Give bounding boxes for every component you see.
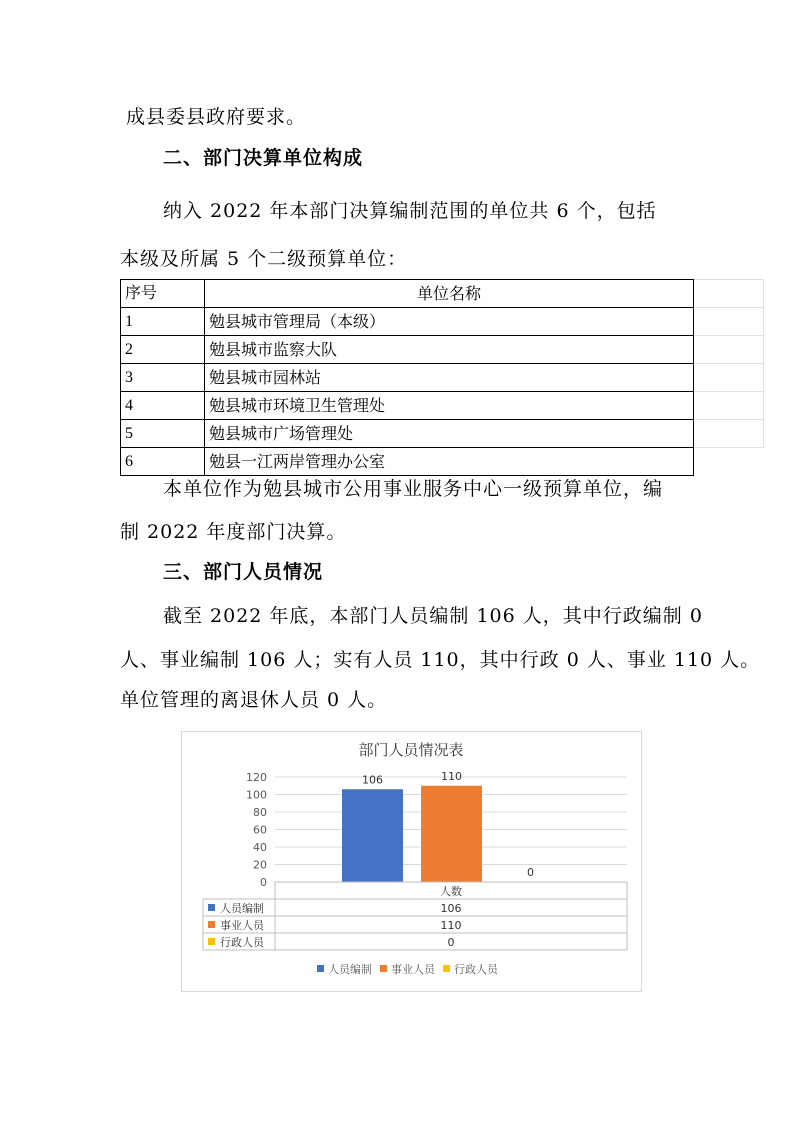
y-tick-label: 0 <box>260 876 267 889</box>
table-cell: 2 <box>121 336 205 364</box>
paragraph-line: 本单位作为勉县城市公用事业服务中心一级预算单位，编 <box>163 478 664 500</box>
series-label: 事业人员 <box>220 919 264 932</box>
paragraph-line: 本级及所属 5 个二级预算单位： <box>120 248 408 270</box>
y-tick-label: 60 <box>253 823 267 837</box>
units-table <box>120 279 694 476</box>
bar-2 <box>421 786 482 882</box>
data-label: 106 <box>362 773 383 787</box>
data-label: 110 <box>441 769 462 783</box>
paragraph-line: 制 2022 年度部门决算。 <box>120 521 347 543</box>
category-label: 人数 <box>440 885 462 898</box>
paragraph-line: 成县委县政府要求。 <box>126 106 307 128</box>
staff-chart <box>181 731 642 992</box>
series-label: 人员编制 <box>220 902 264 915</box>
table-row <box>121 448 694 476</box>
legend-label: 人员编制 <box>328 963 372 976</box>
table-row <box>121 420 694 448</box>
section-heading-3: 三、部门人员情况 <box>163 561 324 583</box>
chart-title: 部门人员情况表 <box>358 741 464 759</box>
paragraph-line: 人、事业编制 106 人；实有人员 110，其中行政 0 人、事业 110 人。 <box>120 649 761 671</box>
paragraph-line: 单位管理的离退休人员 0 人。 <box>120 689 388 711</box>
table-cell: 勉县城市广场管理处 <box>205 420 694 448</box>
bar-1 <box>342 789 403 882</box>
table-cell: 勉县城市园林站 <box>205 364 694 392</box>
table-row <box>121 336 694 364</box>
table-cell: 6 <box>121 448 205 476</box>
table-cell: 5 <box>121 420 205 448</box>
legend-label: 行政人员 <box>454 963 498 976</box>
table-value: 110 <box>440 919 462 932</box>
table-row <box>121 308 694 336</box>
legend-key <box>208 904 215 911</box>
table-gridline-residue <box>694 279 764 466</box>
legend-key <box>208 921 215 928</box>
legend-swatch <box>443 965 450 972</box>
table-cell: 勉县一江两岸管理办公室 <box>205 448 694 476</box>
table-row <box>121 364 694 392</box>
legend-label: 事业人员 <box>391 963 435 976</box>
series-label: 行政人员 <box>220 936 264 949</box>
data-label: 0 <box>527 866 534 879</box>
section-heading-2: 二、部门决算单位构成 <box>163 147 364 169</box>
y-tick-label: 40 <box>253 841 267 854</box>
table-value: 0 <box>447 936 455 949</box>
legend-swatch <box>380 965 387 972</box>
table-header-cell: 单位名称 <box>205 280 694 308</box>
y-tick-label: 20 <box>253 858 267 872</box>
table-cell: 4 <box>121 392 205 420</box>
chart-canvas <box>182 732 641 991</box>
table-header-cell: 序号 <box>121 280 205 308</box>
paragraph-line: 截至 2022 年底，本部门人员编制 106 人，其中行政编制 0 <box>163 605 703 627</box>
table-cell: 勉县城市管理局（本级） <box>205 308 694 336</box>
paragraph-line: 纳入 2022 年本部门决算编制范围的单位共 6 个，包括 <box>163 200 657 222</box>
table-value: 106 <box>440 902 462 915</box>
table-cell: 勉县城市环境卫生管理处 <box>205 392 694 420</box>
y-tick-label: 100 <box>246 788 267 802</box>
table-cell: 1 <box>121 308 205 336</box>
table-header-row <box>121 280 694 308</box>
table-cell: 3 <box>121 364 205 392</box>
y-tick-label: 120 <box>246 771 267 784</box>
table-cell: 勉县城市监察大队 <box>205 336 694 364</box>
table-row <box>121 392 694 420</box>
y-tick-label: 80 <box>253 806 267 819</box>
legend-key <box>208 938 215 945</box>
legend-swatch <box>317 965 324 972</box>
